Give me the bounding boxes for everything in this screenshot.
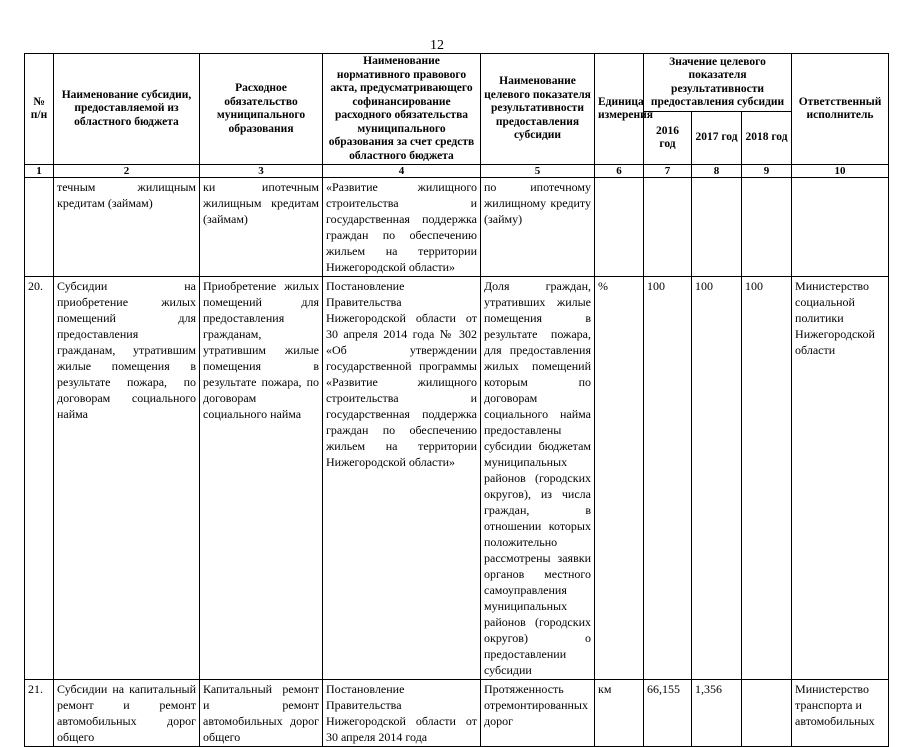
unit: % (595, 277, 644, 680)
obligation-name: Приобретение жилых помещений для предоставления гражданам, утратившим жилые помещения в результате пожара, по договорам социального найма (200, 277, 323, 680)
subsidy-name: Субсидии на приобретение жилых помещений для предоставления гражданам, утратившим жилые помещения в результате пожара, по договорам социального найма (54, 277, 200, 680)
header-year-2016: 2016 год (644, 112, 692, 165)
subsidy-name: Субсидии на капитальный ремонт и ремонт автомобильных дорог общего (54, 680, 200, 747)
value-2018: 100 (742, 277, 792, 680)
value-2017: 100 (692, 277, 742, 680)
row-number (25, 178, 54, 277)
column-number: 8 (692, 165, 742, 178)
column-number: 3 (200, 165, 323, 178)
value-2016 (644, 178, 692, 277)
column-number: 9 (742, 165, 792, 178)
indicator-name: Протяженность отремонтированных дорог (481, 680, 595, 747)
table-row (25, 277, 889, 680)
header-legal-act: Наименование нормативного правового акта, предусматривающего софинансирование расходного обязательства муниципального образования за счет средств областного бюджета (323, 54, 481, 165)
indicator-name: по ипотечному жилищному кредиту (займу) (481, 178, 595, 277)
responsible: Министерство социальной политики Нижегородской области (792, 277, 889, 680)
row-number: 20. (25, 277, 54, 680)
header-no: № п/н (25, 54, 54, 165)
column-number: 4 (323, 165, 481, 178)
header-target-values: Значение целевого показателя результативности предоставления субсидии (644, 54, 792, 112)
header-indicator: Наименование целевого показателя результативности предоставления субсидии (481, 54, 595, 165)
table-row (25, 680, 889, 747)
unit (595, 178, 644, 277)
responsible: Министерство транспорта и автомобильных (792, 680, 889, 747)
header-year-2018: 2018 год (742, 112, 792, 165)
column-number-row (25, 165, 889, 178)
responsible (792, 178, 889, 277)
obligation-name: Капитальный ремонт и ремонт автомобильных дорог общего (200, 680, 323, 747)
legal-act: Постановление Правительства Нижегородской области от 30 апреля 2014 года № 302 «Об утверждении государственной программы «Развитие жилищного строительства и государственная поддержка граждан по обеспечению жильем на территории Нижегородской области» (323, 277, 481, 680)
header-obligation: Расходное обязательство муниципального образования (200, 54, 323, 165)
header-row-top (25, 54, 889, 112)
row-number: 21. (25, 680, 54, 747)
column-number: 5 (481, 165, 595, 178)
value-2018 (742, 680, 792, 747)
value-2016: 100 (644, 277, 692, 680)
column-number: 2 (54, 165, 200, 178)
legal-act: Постановление Правительства Нижегородской области от 30 апреля 2014 года (323, 680, 481, 747)
value-2016: 66,155 (644, 680, 692, 747)
header-unit: Единица измерения (595, 54, 644, 165)
table-row (25, 178, 889, 277)
unit: км (595, 680, 644, 747)
value-2017 (692, 178, 742, 277)
value-2018 (742, 178, 792, 277)
header-subsidy: Наименование субсидии, предоставляемой из областного бюджета (54, 54, 200, 165)
column-number: 10 (792, 165, 889, 178)
header-year-2017: 2017 год (692, 112, 742, 165)
value-2017: 1,356 (692, 680, 742, 747)
subsidy-name: течным жилищным кредитам (займам) (54, 178, 200, 277)
column-number: 1 (25, 165, 54, 178)
column-number: 6 (595, 165, 644, 178)
legal-act: «Развитие жилищного строительства и государственная поддержка граждан по обеспечению жильем на территории Нижегородской области» (323, 178, 481, 277)
column-number: 7 (644, 165, 692, 178)
page-number: 12 (430, 38, 444, 53)
obligation-name: ки ипотечным жилищным кредитам (займам) (200, 178, 323, 277)
header-responsible: Ответственный исполнитель (792, 54, 889, 165)
subsidy-table (24, 53, 889, 747)
indicator-name: Доля граждан, утративших жилые помещения в результате пожара, для предоставления жилых помещений которым по договорам социального найма предоставлены субсидии бюджетам муниципальных районов (городских округов), из числа граждан, в отношении которых положительно рассмотрены заявки органов местного самоуправления муниципальных районов (городских округов) о предоставлении субсидии (481, 277, 595, 680)
